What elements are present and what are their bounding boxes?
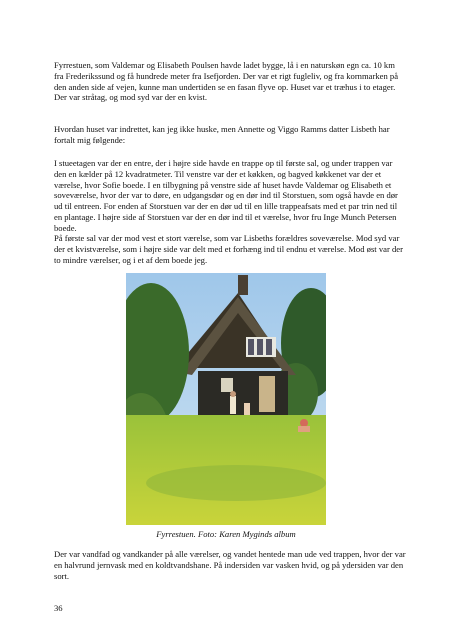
paragraph-1: Fyrrestuen, som Valdemar og Elisabeth Poulsen havde ladet bygge, lå i en naturskøn egn ca. 10 km fra Frederikssund og få hundrede meter fra Isefjorden. Der var et rigt fugleliv, og fra kornmarken på den anden side af vejen, kunne man undertiden se en fasan flyve op. Huset var et træhus i to etager. Der var stråtag, og mod syd var der en kvist. bbox=[54, 60, 399, 103]
house-photo bbox=[126, 273, 326, 525]
paragraph-4: På første sal var der mod vest et stort værelse, som var Lisbeths forældres soveværelse. Mod syd var der et kvistværelse, som i højre side var delt med et forhæng ind til endnu et værelse. Mod øst var der to mindre værelser, og i et af dem boede jeg. bbox=[54, 233, 403, 265]
paragraph-3: I stueetagen var der en entre, der i højre side havde en trappe op til første sal, og under trappen var den en kælder på 12 kvadratmeter. Til venstre var der et køkken, og bagved køkkenet var der et værelse, hvor Sofie boede. I en tilbygning på venstre side af huset havde Valdemar og Elisabeth et soveværelse, hvor der var to døre, en udgangsdør og en dør ind til Storstuen, som også havde en dør ud til entreen. For enden af Storstuen var der en dør ud til en lille trappeafsats med et par trin ned til en plantage. I højre side af Storstuen var der en dør ind til et værelse, hvor fru Inge Munch Petersen boede. bbox=[54, 158, 398, 233]
paragraph-5: Der var vandfad og vandkander på alle værelser, og vandet hentede man ude ved trappen, hvor der var en halvrund jernvask med en koldtvandshane. På indersiden var vasken hvid, og på ydersiden var den sort. bbox=[54, 549, 406, 581]
photo-caption: Fyrrestuen. Foto: Karen Myginds album bbox=[156, 529, 296, 539]
paragraph-2: Hvordan huset var indrettet, kan jeg ikke huske, men Annette og Viggo Ramms datter Lisbeth har fortalt mig følgende: bbox=[54, 124, 390, 145]
page-number: 36 bbox=[54, 603, 63, 613]
